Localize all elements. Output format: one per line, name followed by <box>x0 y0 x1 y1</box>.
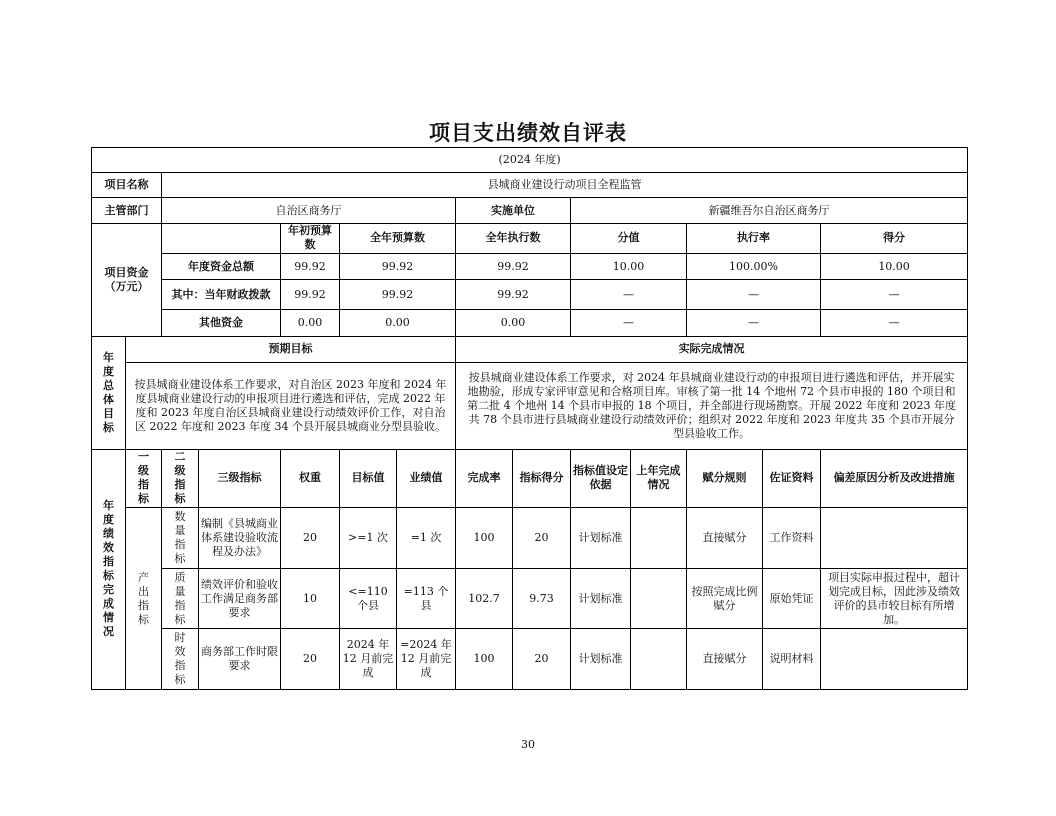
funds-cell: 99.92 <box>456 253 571 279</box>
project-name-value: 县城商业建设行动项目全程监管 <box>162 173 968 198</box>
indicator-score: 20 <box>513 629 571 690</box>
funds-cell: — <box>821 280 968 310</box>
indicators-label <box>92 449 126 689</box>
funds-cell: 0.00 <box>340 310 456 336</box>
funds-cell: 10.00 <box>821 253 968 279</box>
actual-completion-text: 按县城商业建设体系工作要求，对 2024 年县城商业建设行动的申报项目进行遴选和评估，并开展实地勘验，形成专家评审意见和合格项目库。审核了第一批 14 个地州 72 个县市申报的 180 个项目和第二批 4 个地州 14 个县市申报的 18 个项目，并全部进行现场勘察。开展 2022 年度和 2023 年度共 78 个县市进行县城商业建设行动绩效评价；组织对 2022 年度和 2023 年度共 35 个县市开展分型县验收工作。 <box>456 362 968 449</box>
funds-cell: 100.00% <box>687 253 821 279</box>
indicator-analysis <box>821 508 968 569</box>
dept-value: 自治区商务厅 <box>162 198 456 223</box>
project-name-label: 项目名称 <box>92 173 162 198</box>
level1-indicator <box>126 508 162 690</box>
funds-header: 执行率 <box>687 223 821 253</box>
indicator-score: 9.73 <box>513 568 571 629</box>
funds-cell: — <box>571 310 687 336</box>
funds-cell: — <box>571 280 687 310</box>
funds-cell: 99.92 <box>340 253 456 279</box>
indicator-header: 三级指标 <box>199 449 281 508</box>
funds-cell: — <box>687 310 821 336</box>
indicator-actual: =1 次 <box>397 508 456 569</box>
funds-row-label: 年度资金总额 <box>162 253 281 279</box>
indicator-rate: 100 <box>456 508 513 569</box>
funds-cell: 99.92 <box>281 280 340 310</box>
funds-row-label: 其他资金 <box>162 310 281 336</box>
indicator-rule: 直接赋分 <box>687 508 763 569</box>
indicator-last-year <box>631 508 687 569</box>
funds-cell: — <box>821 310 968 336</box>
level3-indicator: 商务部工作时限要求 <box>199 629 281 690</box>
indicator-evidence: 原始凭证 <box>763 568 821 629</box>
level2-indicator-text: 时效指标 <box>174 631 186 687</box>
funds-header: 分值 <box>571 223 687 253</box>
indicator-target: 2024 年 12 月前完成 <box>340 629 397 690</box>
funds-header: 得分 <box>821 223 968 253</box>
indicator-rate: 100 <box>456 629 513 690</box>
indicator-analysis <box>821 629 968 690</box>
indicator-header: 指标值设定依据 <box>571 449 631 508</box>
funds-row-label: 其中：当年财政拨款 <box>162 280 281 310</box>
indicator-score: 20 <box>513 508 571 569</box>
indicator-weight: 20 <box>281 629 340 690</box>
indicator-header: 上年完成情况 <box>631 449 687 508</box>
page-title: 项目支出绩效自评表 <box>429 121 627 145</box>
indicator-evidence: 工作资料 <box>763 508 821 569</box>
impl-unit-label: 实施单位 <box>456 198 571 223</box>
funds-header-empty <box>162 223 281 253</box>
indicators-label-text: 年度绩效指标完成情况 <box>103 499 114 639</box>
indicator-header <box>126 449 162 508</box>
funds-header: 年初预算数 <box>281 223 340 253</box>
indicator-header-text: 二级指标 <box>174 450 186 506</box>
funds-header: 全年预算数 <box>340 223 456 253</box>
level1-indicator-text: 产出指标 <box>138 570 149 626</box>
expected-goal-header: 预期目标 <box>126 336 456 362</box>
indicator-target: >=1 次 <box>340 508 397 569</box>
funds-cell: 99.92 <box>340 280 456 310</box>
level2-indicator <box>162 508 199 569</box>
page-number: 30 <box>521 738 535 751</box>
level3-indicator: 绩效评价和验收工作满足商务部要求 <box>199 568 281 629</box>
indicator-header: 指标得分 <box>513 449 571 508</box>
funds-cell: 99.92 <box>281 253 340 279</box>
indicator-actual: =2024 年 12 月前完成 <box>397 629 456 690</box>
indicator-actual: =113 个县 <box>397 568 456 629</box>
indicator-basis: 计划标准 <box>571 568 631 629</box>
funds-cell: 0.00 <box>281 310 340 336</box>
indicator-rate: 102.7 <box>456 568 513 629</box>
level3-indicator: 编制《县城商业体系建设验收流程及办法》 <box>199 508 281 569</box>
dept-label: 主管部门 <box>92 198 162 223</box>
goals-label <box>92 336 126 449</box>
indicator-basis: 计划标准 <box>571 629 631 690</box>
indicator-analysis: 项目实际申报过程中，超计划完成目标，因此涉及绩效评价的县市较目标有所增加。 <box>821 568 968 629</box>
level2-indicator <box>162 629 199 690</box>
indicator-header: 业绩值 <box>397 449 456 508</box>
indicator-rule: 直接赋分 <box>687 629 763 690</box>
level2-indicator-text: 质量指标 <box>174 570 186 626</box>
funds-cell: 0.00 <box>456 310 571 336</box>
funds-header: 全年执行数 <box>456 223 571 253</box>
goals-label-text: 年度总体目标 <box>103 350 114 434</box>
performance-table <box>91 147 968 690</box>
indicator-last-year <box>631 568 687 629</box>
indicator-evidence: 说明材料 <box>763 629 821 690</box>
indicator-header: 目标值 <box>340 449 397 508</box>
indicator-last-year <box>631 629 687 690</box>
level2-indicator-text: 数量指标 <box>174 509 186 565</box>
expected-goal-text: 按县城商业建设体系工作要求，对自治区 2023 年度和 2024 年度县城商业建设行动的申报项目进行遴选和评估，完成 2022 年度和 2023 年度自治区县城商业建设行动绩效评价工作，对自治区 2022 年度和 2023 年度 34 个县开展县城商业分型县验收。 <box>126 362 456 449</box>
indicator-header: 赋分规则 <box>687 449 763 508</box>
indicator-target: <=110 个县 <box>340 568 397 629</box>
indicator-header: 权重 <box>281 449 340 508</box>
funds-cell: 10.00 <box>571 253 687 279</box>
indicator-header: 完成率 <box>456 449 513 508</box>
indicator-weight: 20 <box>281 508 340 569</box>
indicator-header <box>162 449 199 508</box>
indicator-weight: 10 <box>281 568 340 629</box>
indicator-basis: 计划标准 <box>571 508 631 569</box>
indicator-header: 偏差原因分析及改进措施 <box>821 449 968 508</box>
actual-completion-header: 实际完成情况 <box>456 336 968 362</box>
indicator-header: 佐证资料 <box>763 449 821 508</box>
indicator-header-text: 一级指标 <box>138 450 149 506</box>
funds-cell: — <box>687 280 821 310</box>
funds-cell: 99.92 <box>456 280 571 310</box>
level2-indicator <box>162 568 199 629</box>
year-label: (2024 年度) <box>92 148 968 173</box>
funds-label: 项目资金（万元） <box>92 223 162 336</box>
indicator-rule: 按照完成比例赋分 <box>687 568 763 629</box>
impl-unit-value: 新疆维吾尔自治区商务厅 <box>571 198 968 223</box>
